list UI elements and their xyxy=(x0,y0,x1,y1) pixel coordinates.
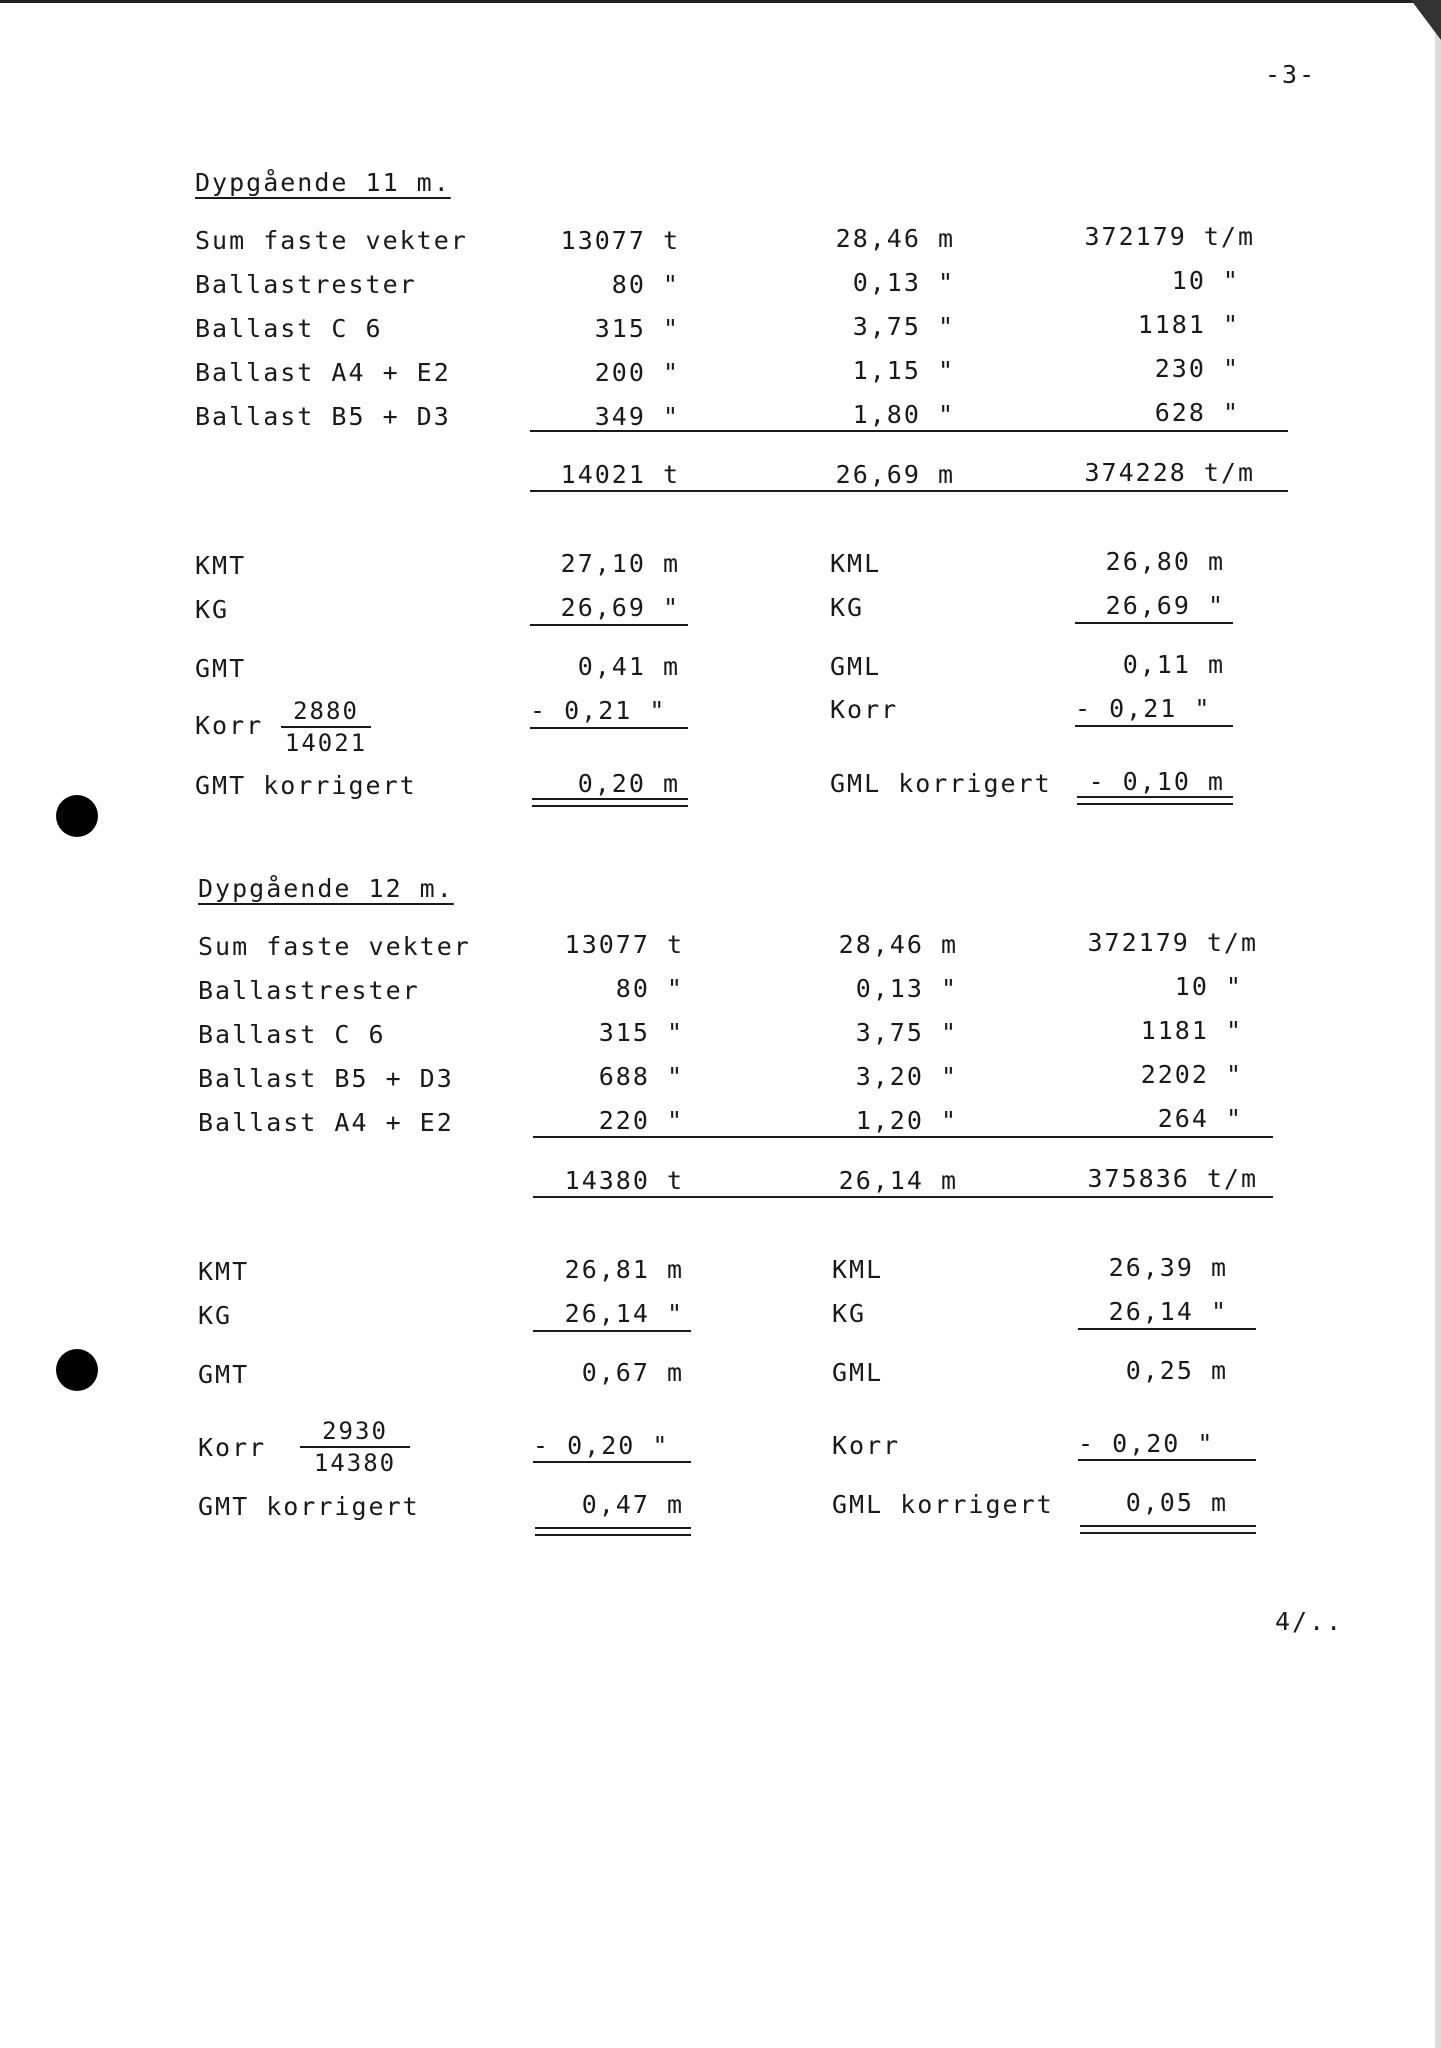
row-weight: 220 " xyxy=(598,1106,684,1135)
total-lever: 26,14 m xyxy=(838,1166,958,1195)
kg-value: 26,14 " xyxy=(1108,1297,1228,1326)
row-moment: 2202 " xyxy=(1140,1060,1243,1089)
korr-value: - 0,21 " xyxy=(530,696,667,725)
korr-value: - 0,20 " xyxy=(533,1431,670,1460)
korr-value: - 0,21 " xyxy=(1075,694,1212,723)
row-lever: 1,20 " xyxy=(855,1106,958,1135)
korr-value: - 0,20 " xyxy=(1078,1429,1215,1458)
gml-corrected-value: - 0,10 m xyxy=(1088,767,1225,796)
kmt-value: 27,10 m xyxy=(560,549,680,578)
row-moment: 1181 " xyxy=(1140,1016,1243,1045)
fraction-denominator: 14021 xyxy=(284,729,368,757)
kmt-value: 26,81 m xyxy=(564,1255,684,1284)
double-rule xyxy=(1077,796,1233,805)
double-rule xyxy=(532,798,688,807)
total-rule xyxy=(533,1196,1273,1198)
row-moment: 10 " xyxy=(1171,266,1240,295)
subtract-rule xyxy=(530,624,688,626)
kml-value: 26,39 m xyxy=(1108,1253,1228,1282)
fraction-bar xyxy=(300,1446,410,1448)
page-number: -3- xyxy=(1265,60,1317,89)
row-label: Ballastrester xyxy=(198,976,420,1005)
row-weight: 315 " xyxy=(598,1018,684,1047)
gml-corrected-label: GML korrigert xyxy=(832,1490,1054,1519)
kmt-label: KMT xyxy=(195,551,247,580)
gmt-value: 0,67 m xyxy=(581,1358,684,1387)
row-lever: 1,15 " xyxy=(852,356,955,385)
row-moment: 372179 t/m xyxy=(1087,928,1258,957)
gml-corrected-value: 0,05 m xyxy=(1125,1488,1228,1517)
subtract-rule xyxy=(1078,1328,1256,1330)
kg-label: KG xyxy=(830,593,865,622)
row-moment: 10 " xyxy=(1174,972,1243,1001)
row-weight: 13077 t xyxy=(560,226,680,255)
fraction-denominator: 14380 xyxy=(313,1449,397,1477)
kg-value: 26,14 " xyxy=(564,1299,684,1328)
row-label: Ballast C 6 xyxy=(195,314,383,343)
row-moment: 230 " xyxy=(1154,354,1240,383)
sum-rule xyxy=(530,430,1288,432)
row-lever: 3,20 " xyxy=(855,1062,958,1091)
kml-label: KML xyxy=(832,1255,884,1284)
row-label: Sum faste vekter xyxy=(195,226,468,255)
subtract-rule xyxy=(1078,1459,1256,1461)
scan-edge-right xyxy=(1435,0,1441,2048)
row-lever: 3,75 " xyxy=(855,1018,958,1047)
punch-hole-bottom xyxy=(56,1349,98,1391)
kml-label: KML xyxy=(830,549,882,578)
gml-label: GML xyxy=(830,652,882,681)
total-moment: 374228 t/m xyxy=(1084,458,1255,487)
gml-corrected-label: GML korrigert xyxy=(830,769,1052,798)
row-weight: 80 " xyxy=(615,974,684,1003)
row-weight: 80 " xyxy=(611,270,680,299)
gmt-corrected-value: 0,20 m xyxy=(577,769,680,798)
row-weight: 315 " xyxy=(594,314,680,343)
fraction-numerator: 2880 xyxy=(293,697,359,725)
gmt-corrected-label: GMT korrigert xyxy=(195,771,417,800)
total-rule xyxy=(530,490,1288,492)
row-lever: 1,80 " xyxy=(852,400,955,429)
row-label: Ballastrester xyxy=(195,270,417,299)
row-label: Ballast A4 + E2 xyxy=(195,358,451,387)
folded-corner xyxy=(1411,0,1441,40)
fraction-numerator: 2930 xyxy=(322,1417,388,1445)
row-weight: 688 " xyxy=(598,1062,684,1091)
row-weight: 13077 t xyxy=(564,930,684,959)
kmt-label: KMT xyxy=(198,1257,250,1286)
row-moment: 1181 " xyxy=(1137,310,1240,339)
section-heading: Dypgående 11 m. xyxy=(195,168,451,197)
gmt-label: GMT xyxy=(198,1360,250,1389)
korr-label: Korr xyxy=(198,1433,267,1462)
subtract-rule xyxy=(1075,622,1233,624)
kg-value: 26,69 " xyxy=(1105,591,1225,620)
gmt-label: GMT xyxy=(195,654,247,683)
total-weight: 14380 t xyxy=(564,1166,684,1195)
scan-edge-top xyxy=(0,0,1441,3)
total-lever: 26,69 m xyxy=(835,460,955,489)
row-weight: 200 " xyxy=(594,358,680,387)
sum-rule xyxy=(533,1136,1273,1138)
row-lever: 0,13 " xyxy=(855,974,958,1003)
kml-value: 26,80 m xyxy=(1105,547,1225,576)
korr-label: Korr xyxy=(830,695,899,724)
row-label: Ballast B5 + D3 xyxy=(195,402,451,431)
section-heading: Dypgående 12 m. xyxy=(198,874,454,903)
fraction-bar xyxy=(281,726,371,728)
kg-value: 26,69 " xyxy=(560,593,680,622)
subtract-rule xyxy=(1075,725,1233,727)
korr-fraction xyxy=(281,697,371,757)
double-rule xyxy=(1080,1525,1256,1534)
gmt-corrected-value: 0,47 m xyxy=(581,1490,684,1519)
row-label: Ballast A4 + E2 xyxy=(198,1108,454,1137)
gml-value: 0,11 m xyxy=(1122,650,1225,679)
row-moment: 628 " xyxy=(1154,398,1240,427)
gmt-value: 0,41 m xyxy=(577,652,680,681)
row-lever: 3,75 " xyxy=(852,312,955,341)
row-lever: 0,13 " xyxy=(852,268,955,297)
korr-label: Korr xyxy=(832,1431,901,1460)
gmt-corrected-label: GMT korrigert xyxy=(198,1492,420,1521)
total-moment: 375836 t/m xyxy=(1087,1164,1258,1193)
row-lever: 28,46 m xyxy=(838,930,958,959)
subtract-rule xyxy=(530,727,688,729)
gml-label: GML xyxy=(832,1358,884,1387)
row-moment: 264 " xyxy=(1157,1104,1243,1133)
kg-label: KG xyxy=(198,1301,233,1330)
korr-label: Korr xyxy=(195,711,264,740)
kg-label: KG xyxy=(832,1299,867,1328)
continuation-note: 4/.. xyxy=(1275,1607,1344,1636)
row-label: Ballast B5 + D3 xyxy=(198,1064,454,1093)
row-lever: 28,46 m xyxy=(835,224,955,253)
kg-label: KG xyxy=(195,595,230,624)
total-weight: 14021 t xyxy=(560,460,680,489)
gml-value: 0,25 m xyxy=(1125,1356,1228,1385)
double-rule xyxy=(535,1527,691,1536)
subtract-rule xyxy=(533,1461,691,1463)
punch-hole-top xyxy=(56,795,98,837)
row-weight: 349 " xyxy=(594,402,680,431)
row-moment: 372179 t/m xyxy=(1084,222,1255,251)
row-label: Ballast C 6 xyxy=(198,1020,386,1049)
subtract-rule xyxy=(533,1330,691,1332)
korr-fraction xyxy=(300,1417,410,1477)
row-label: Sum faste vekter xyxy=(198,932,471,961)
